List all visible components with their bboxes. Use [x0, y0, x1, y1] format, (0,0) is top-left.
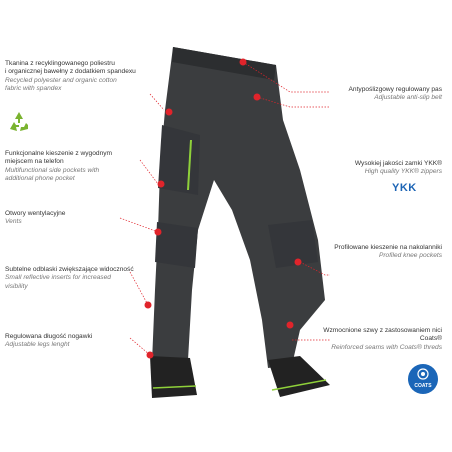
recycle-icon	[7, 110, 31, 139]
boot-left	[150, 356, 197, 398]
marker-reflective	[145, 302, 152, 309]
marker-vents	[155, 229, 162, 236]
label-fabric: Tkanina z recyklingowanego poliestru i organicznej bawełny z dodatkiem spandexu Recycled polyester and organic cotton fabric with spandex	[5, 60, 136, 93]
marker-pocket	[166, 109, 173, 116]
trousers	[152, 47, 325, 368]
boot-right	[268, 356, 330, 397]
marker-side	[158, 181, 165, 188]
coats-logo: COATS	[408, 364, 438, 394]
label-side-pockets: Funkcjonalne kieszenie z wygodnym miejscem na telefon Multifunctional side pockets with additional phone pocket	[5, 150, 113, 183]
thread-icon	[408, 364, 438, 382]
knee-pocket-right	[268, 220, 318, 268]
label-zippers: Wysokiej jakości zamki YKK® High quality YKK® zippers	[354, 160, 442, 176]
label-reflective: Subtelne odblaski zwiększające widoczność Small reflective inserts for increased visibility	[5, 266, 134, 290]
marker-seams	[287, 322, 294, 329]
label-vents: Otwory wentylacyjne Vents	[5, 210, 66, 226]
label-leg-length: Regulowana długość nogawki Adjustable legs lenght	[5, 333, 93, 349]
label-seams: Wzmocnione szwy z zastosowaniem nici Coats® Reinforced seams with Coats® threds	[323, 327, 442, 351]
marker-fabric	[254, 94, 261, 101]
marker-leg	[147, 352, 154, 359]
knee-pocket-left	[155, 222, 198, 268]
label-knee-pockets: Profilowane kieszenie na nakolanniki Profiled knee pockets	[334, 244, 442, 260]
marker-belt	[240, 59, 247, 66]
label-belt: Antypoślizgowy regulowany pas Adjustable anti-slip belt	[348, 86, 442, 102]
ykk-logo: YKK	[392, 182, 417, 194]
marker-knee	[295, 259, 302, 266]
